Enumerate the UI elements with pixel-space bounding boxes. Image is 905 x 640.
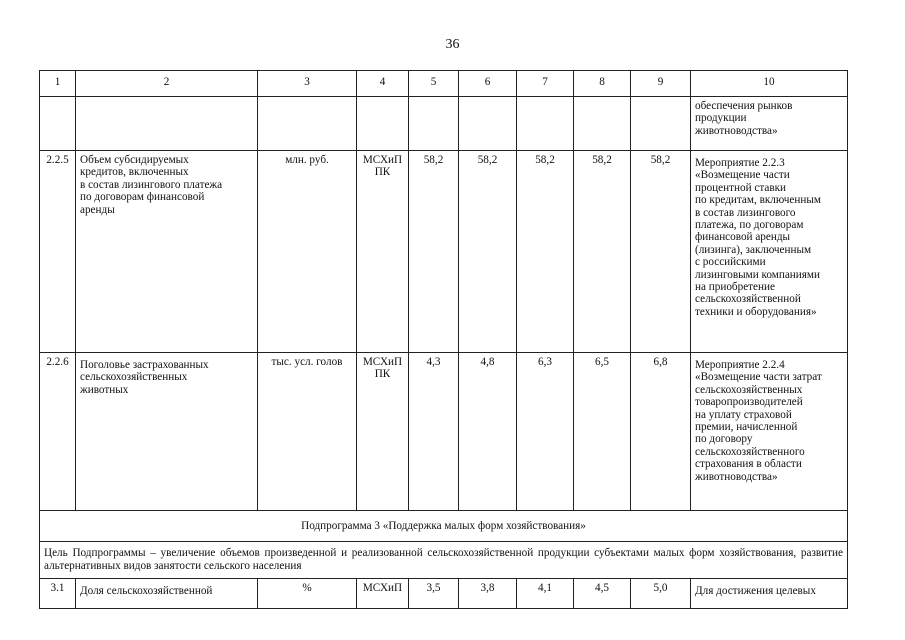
subprogram-title-row [40, 511, 848, 542]
indicator-name: Объем субсидируемых кредитов, включенных в состав лизингового платежа по договорам финансовой аренды [76, 151, 258, 353]
table-row-continued [40, 97, 848, 151]
table-header-row [40, 71, 848, 97]
executor-cell: МСХиП ПК [357, 353, 409, 511]
header-cell: 8 [574, 71, 631, 97]
table-row-3-1 [40, 579, 848, 609]
header-cell: 1 [40, 71, 76, 97]
indicators-table [39, 70, 848, 609]
value-cell: 6,8 [631, 353, 691, 511]
header-cell: 3 [258, 71, 357, 97]
value-cell: 5,0 [631, 579, 691, 609]
header-cell: 6 [459, 71, 517, 97]
value-cell: 58,2 [409, 151, 459, 353]
unit-cell: % [258, 579, 357, 609]
note-cell: обеспечения рынков продукции животноводства» [691, 97, 848, 151]
header-cell: 9 [631, 71, 691, 97]
subprogram-goal-row [40, 542, 848, 579]
note-cell: Мероприятие 2.2.3 «Возмещение части процентной ставки по кредитам, включенным в состав лизингового платежа, по договорам финансовой аренды (лизинга), заключенным с российскими лизинговыми компаниями на приобретение сельскохозяйственной техники и оборудования» [691, 151, 848, 353]
unit-cell: млн. руб. [258, 151, 357, 353]
note-cell: Мероприятие 2.2.4 «Возмещение части затрат сельскохозяйственных товаропроизводителей на уплату страховой премии, начисленной по договору сельскохозяйственного страхования в области животноводства» [691, 353, 848, 511]
executor-cell: МСХиП [357, 579, 409, 609]
subprogram-title: Подпрограмма 3 «Поддержка малых форм хозяйствования» [40, 511, 848, 542]
executor-cell: МСХиП ПК [357, 151, 409, 353]
indicator-name: Доля сельскохозяйственной [76, 579, 258, 609]
row-number: 2.2.5 [40, 151, 76, 353]
value-cell: 6,5 [574, 353, 631, 511]
header-cell: 10 [691, 71, 848, 97]
table-row-2-2-5 [40, 151, 848, 353]
value-cell: 4,1 [517, 579, 574, 609]
value-cell: 4,8 [459, 353, 517, 511]
value-cell: 3,8 [459, 579, 517, 609]
table-row-2-2-6 [40, 353, 848, 511]
header-cell: 4 [357, 71, 409, 97]
note-cell: Для достижения целевых [691, 579, 848, 609]
page-number: 36 [445, 37, 460, 52]
value-cell: 3,5 [409, 579, 459, 609]
value-cell: 58,2 [631, 151, 691, 353]
subprogram-goal: Цель Подпрограммы – увеличение объемов произведенной и реализованной сельскохозяйственной продукции субъектами малых форм хозяйствования, развитие альтернативных видов занятости сельского населения [40, 542, 848, 579]
value-cell: 4,3 [409, 353, 459, 511]
header-cell: 7 [517, 71, 574, 97]
row-number: 3.1 [40, 579, 76, 609]
value-cell: 58,2 [459, 151, 517, 353]
indicator-name: Поголовье застрахованных сельскохозяйственных животных [76, 353, 258, 511]
value-cell: 6,3 [517, 353, 574, 511]
value-cell: 58,2 [517, 151, 574, 353]
unit-cell: тыс. усл. голов [258, 353, 357, 511]
value-cell: 58,2 [574, 151, 631, 353]
header-cell: 2 [76, 71, 258, 97]
row-number: 2.2.6 [40, 353, 76, 511]
header-cell: 5 [409, 71, 459, 97]
value-cell: 4,5 [574, 579, 631, 609]
